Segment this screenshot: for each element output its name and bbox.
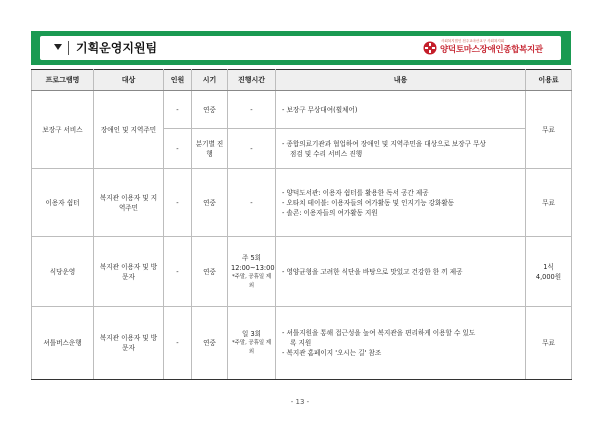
time-note: *주말, 공휴일 제외 <box>231 273 272 289</box>
logo-mark-icon <box>423 41 437 55</box>
program-period: 연중 <box>192 91 228 129</box>
time-note: *주말, 공휴일 제외 <box>231 340 272 355</box>
program-count: - <box>164 307 192 380</box>
divider <box>68 41 69 55</box>
program-content <box>276 129 526 169</box>
content-line: - 솔콘: 이용자들의 여가활동 지원 <box>282 208 378 217</box>
page-number: - 13 - <box>290 398 310 406</box>
program-fee: 무료 <box>526 91 572 169</box>
program-fee: 무료 <box>526 169 572 237</box>
program-content <box>276 169 526 237</box>
content-line: - 셔틀지원을 통해 접근성을 높여 복지관을 편리하게 이용할 수 있도 <box>282 329 476 337</box>
section-banner <box>31 31 571 65</box>
program-target: 복지관 이용자 및 방문자 <box>94 307 164 380</box>
content-line: - 영양균형을 고려한 식단을 바탕으로 맛있고 건강한 한 끼 제공 <box>282 267 463 276</box>
column-header-count: 인원 <box>164 70 192 91</box>
program-target: 복지관 이용자 및 방문자 <box>94 237 164 307</box>
program-time <box>228 307 276 380</box>
time-range: 12:00~13:00 <box>231 263 275 272</box>
logo-subtext: 사회복지법인 천주교마산교구 사회복지회 <box>441 39 505 43</box>
logo-text: 양덕토마스장애인종합복지관 <box>440 45 543 55</box>
content-line: 점검 및 수리 서비스 진행 <box>290 149 363 158</box>
organization-logo <box>423 38 553 58</box>
program-name: 식당운영 <box>32 237 94 307</box>
content-line: - 양덕도서관: 이용자 쉼터를 활용한 독서 공간 제공 <box>282 188 429 197</box>
column-header-fee: 이용료 <box>526 70 572 91</box>
table-header-row <box>32 70 572 91</box>
fee-unit: 1식 <box>543 262 554 271</box>
program-time: - <box>228 91 276 129</box>
content-line: - 복지관 홈페이지 '오시는 길' 참조 <box>282 349 382 357</box>
content-line: - 오타치 테이블: 이용자들의 여가활동 및 인지기능 강화활동 <box>282 198 455 207</box>
triangle-down-icon <box>54 44 62 50</box>
program-target: 장애인 및 지역주민 <box>94 91 164 169</box>
program-count: - <box>164 237 192 307</box>
program-name: 보장구 서비스 <box>32 91 94 169</box>
content-line: - 종합의료기관과 협업하여 장애인 및 지역주민을 대상으로 보장구 무상 <box>282 139 486 148</box>
table-row <box>32 237 572 307</box>
program-name: 이용자 쉼터 <box>32 169 94 237</box>
time-frequency: 일 3회 <box>241 330 262 338</box>
table-row <box>32 169 572 237</box>
column-header-program: 프로그램명 <box>32 70 94 91</box>
section-title: 기획운영지원팀 <box>76 41 158 55</box>
program-content <box>276 307 526 380</box>
program-count: - <box>164 91 192 129</box>
program-target: 복지관 이용자 및 지역주민 <box>94 169 164 237</box>
program-period: 연중 <box>192 307 228 380</box>
program-table <box>31 69 572 380</box>
program-period: 연중 <box>192 169 228 237</box>
program-time: - <box>228 129 276 169</box>
program-time: - <box>228 169 276 237</box>
program-count: - <box>164 169 192 237</box>
program-fee: 무료 <box>526 307 572 380</box>
column-header-time: 진행시간 <box>228 70 276 91</box>
column-header-target: 대상 <box>94 70 164 91</box>
program-fee <box>526 237 572 307</box>
banner-inner <box>40 36 561 60</box>
program-content <box>276 91 526 129</box>
column-header-period: 시기 <box>192 70 228 91</box>
program-time <box>228 237 276 307</box>
program-period: 분기별 진행 <box>192 129 228 169</box>
table-row <box>32 91 572 129</box>
program-count: - <box>164 129 192 169</box>
content-line: 록 지원 <box>290 339 312 347</box>
time-frequency: 주 5회 <box>241 253 262 262</box>
program-name: 셔틀버스운행 <box>32 307 94 380</box>
table-row <box>32 307 572 380</box>
column-header-content: 내용 <box>276 70 526 91</box>
program-content <box>276 237 526 307</box>
fee-amount: 4,000원 <box>535 272 562 281</box>
program-period: 연중 <box>192 237 228 307</box>
content-line: - 보장구 무상대여(휠체어) <box>282 105 358 114</box>
